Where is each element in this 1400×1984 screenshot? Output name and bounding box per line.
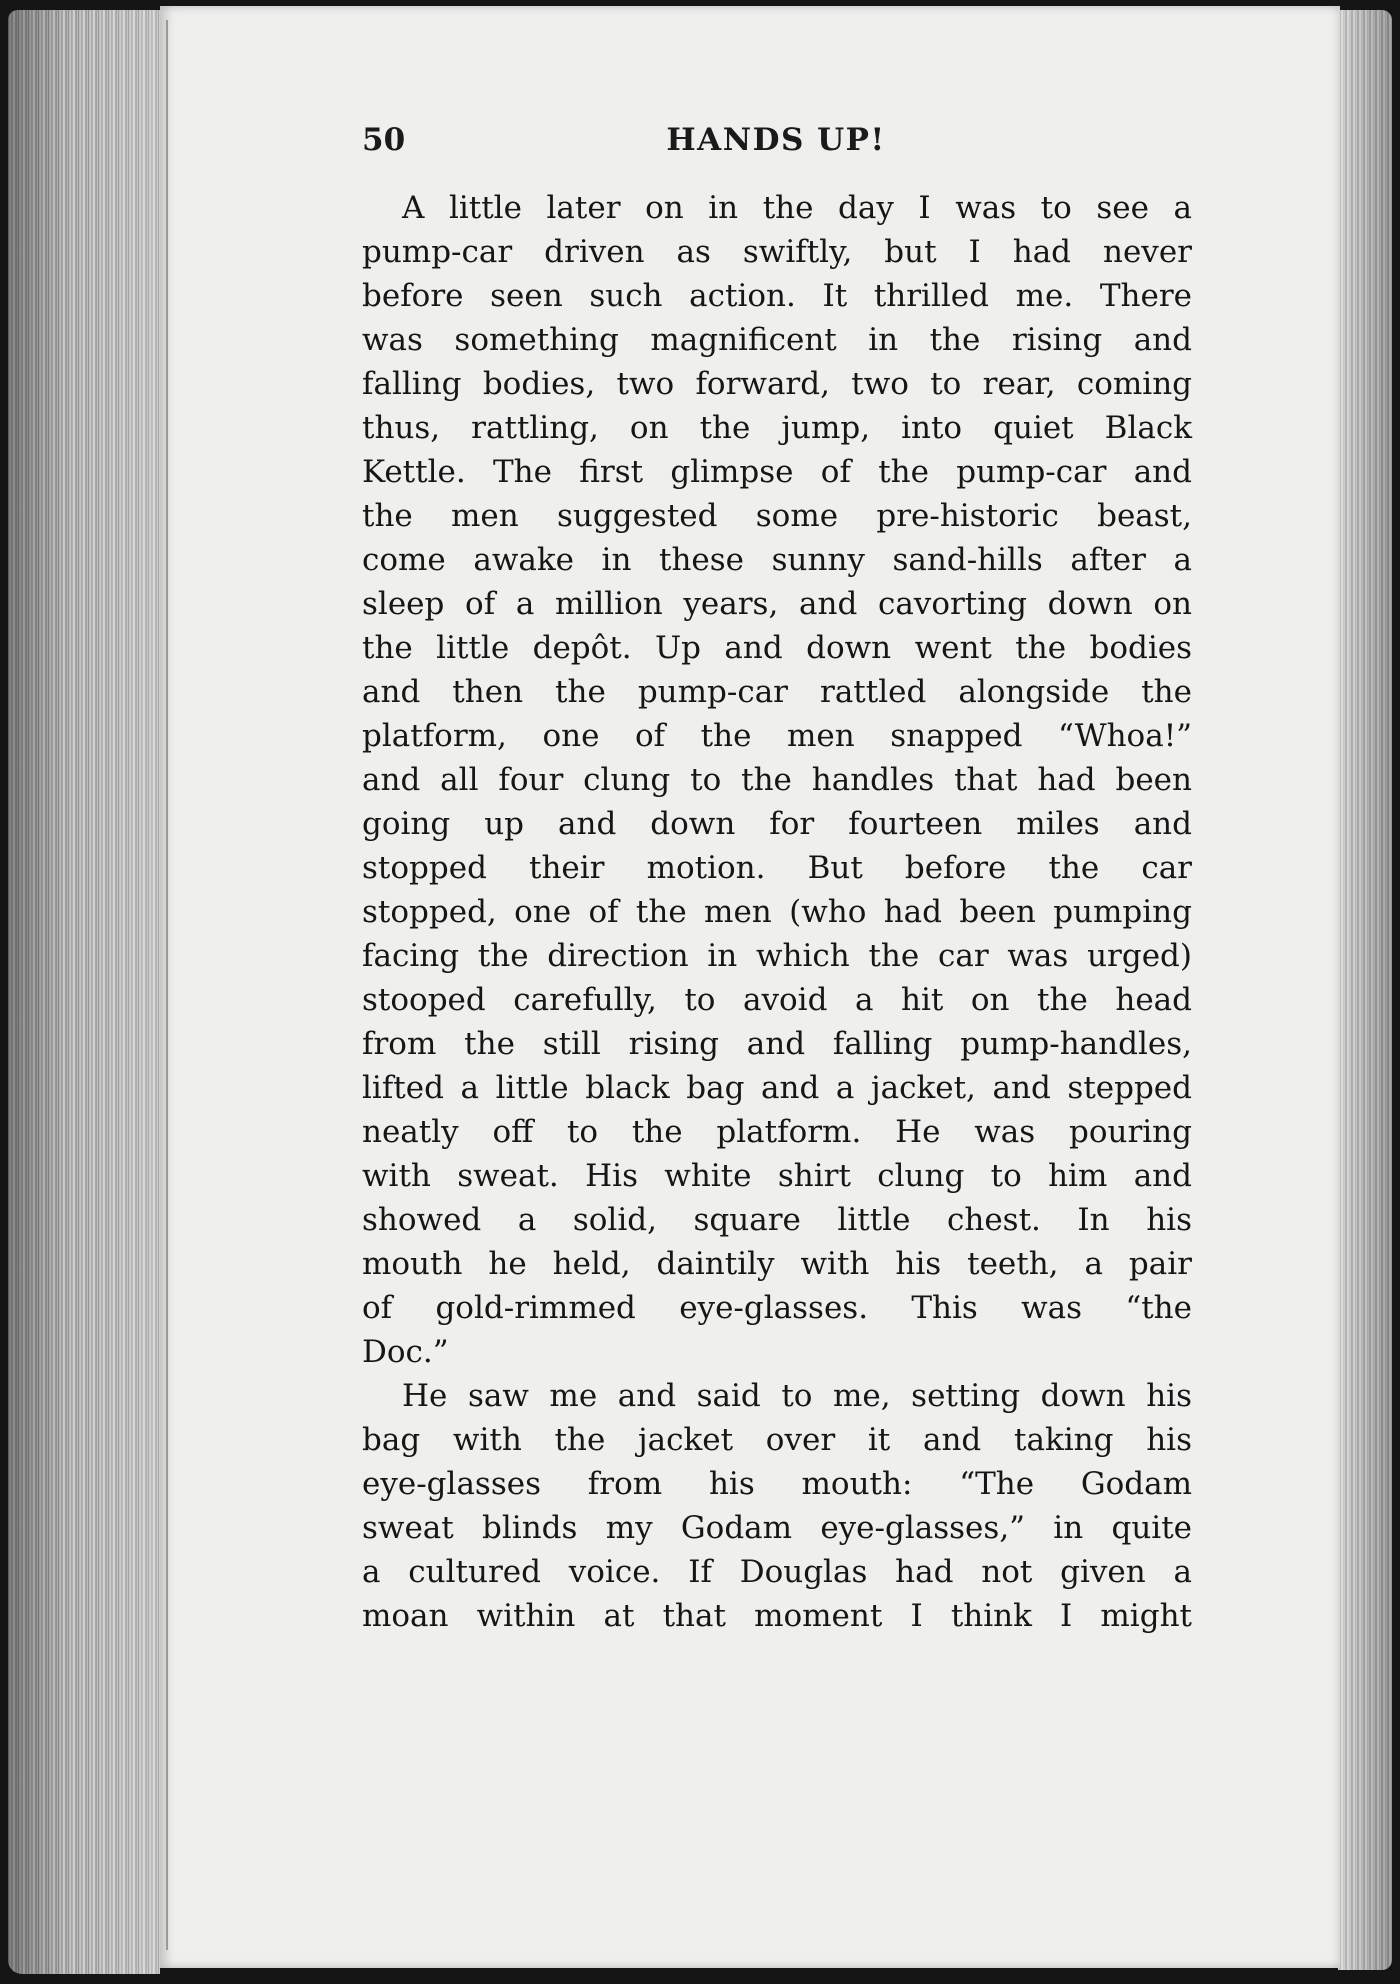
right-page-stack-edge bbox=[1338, 10, 1392, 1970]
text-line: pump-car driven as swiftly, but I had never bbox=[362, 234, 1192, 270]
paragraph-1 bbox=[362, 186, 1192, 1374]
text-line: neatly off to the platform. He was pouring bbox=[362, 1114, 1192, 1150]
text-line: before seen such action. It thrilled me. There bbox=[362, 278, 1192, 314]
text-line: sweat blinds my Godam eye-glasses,” in quite bbox=[362, 1510, 1192, 1546]
text-line: thus, rattling, on the jump, into quiet Black bbox=[362, 410, 1192, 446]
text-line: falling bodies, two forward, two to rear, coming bbox=[362, 366, 1192, 402]
text-line: Doc.” bbox=[362, 1334, 449, 1370]
running-head: HANDS UP! bbox=[666, 122, 886, 158]
text-line: bag with the jacket over it and taking his bbox=[362, 1422, 1192, 1458]
text-line: a cultured voice. If Douglas had not given a bbox=[362, 1554, 1192, 1590]
left-page-stack-edge bbox=[8, 10, 160, 1974]
body-text bbox=[362, 186, 1192, 1638]
text-line: lifted a little black bag and a jacket, and stepped bbox=[362, 1070, 1192, 1106]
text-line: stopped their motion. But before the car bbox=[362, 850, 1192, 886]
text-line: with sweat. His white shirt clung to him and bbox=[362, 1158, 1192, 1194]
text-line: sleep of a million years, and cavorting down on bbox=[362, 586, 1192, 622]
paragraph-2 bbox=[362, 1374, 1192, 1638]
text-line: He saw me and said to me, setting down his bbox=[402, 1378, 1192, 1414]
text-line: showed a solid, square little chest. In his bbox=[362, 1202, 1192, 1238]
text-line: the little depôt. Up and down went the bodies bbox=[362, 630, 1192, 666]
text-line: and all four clung to the handles that had been bbox=[362, 762, 1192, 798]
page-number: 50 bbox=[362, 122, 406, 158]
text-line: from the still rising and falling pump-handles, bbox=[362, 1026, 1192, 1062]
text-line: A little later on in the day I was to see a bbox=[402, 190, 1192, 226]
page-gutter bbox=[166, 20, 168, 1950]
text-line: stopped, one of the men (who had been pumping bbox=[362, 894, 1192, 930]
text-line: come awake in these sunny sand-hills after a bbox=[362, 542, 1192, 578]
text-line: eye-glasses from his mouth: “The Godam bbox=[362, 1466, 1192, 1502]
text-line: the men suggested some pre-historic beast, bbox=[362, 498, 1192, 534]
text-line: going up and down for fourteen miles and bbox=[362, 806, 1192, 842]
text-line: and then the pump-car rattled alongside the bbox=[362, 674, 1192, 710]
text-line: was something magnificent in the rising and bbox=[362, 322, 1192, 358]
text-line: of gold-rimmed eye-glasses. This was “the bbox=[362, 1290, 1192, 1326]
text-line: platform, one of the men snapped “Whoa!” bbox=[362, 718, 1192, 754]
text-line: mouth he held, daintily with his teeth, a pair bbox=[362, 1246, 1192, 1282]
text-line: stooped carefully, to avoid a hit on the head bbox=[362, 982, 1192, 1018]
text-line: facing the direction in which the car was urged) bbox=[362, 938, 1192, 974]
page-header bbox=[362, 122, 1190, 170]
text-line: moan within at that moment I think I might bbox=[362, 1598, 1192, 1634]
text-line: Kettle. The first glimpse of the pump-car and bbox=[362, 454, 1192, 490]
